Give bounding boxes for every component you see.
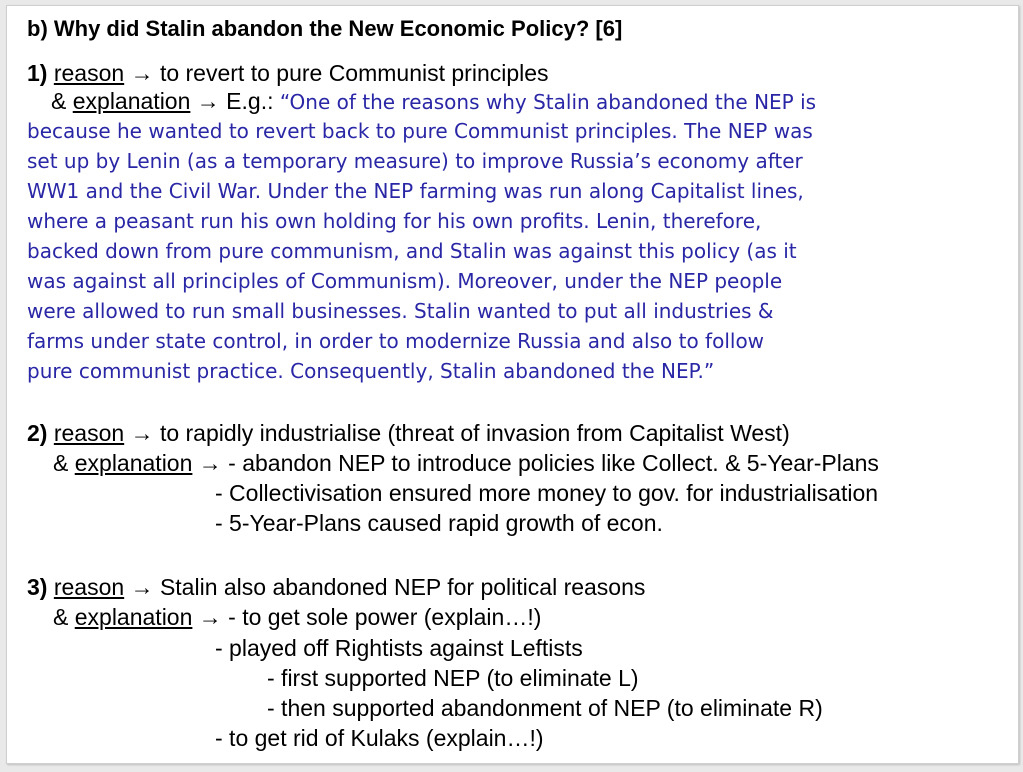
arrow: → xyxy=(130,574,154,600)
section-3-point: - played off Rightists against Leftists xyxy=(215,635,583,661)
arrow: → xyxy=(198,450,222,476)
question-title: b) Why did Stalin abandon the New Economic Policy? [6] xyxy=(27,16,623,41)
section-2-reason-text: to rapidly industrialise (threat of invasion from Capitalist West) xyxy=(153,420,790,446)
arrow: → xyxy=(196,88,220,114)
slide xyxy=(6,5,1019,764)
section-3-point: - to get sole power (explain…!) xyxy=(221,604,542,630)
reason-label: reason xyxy=(53,60,125,86)
section-3-reason-line xyxy=(27,573,645,601)
ampersand: & xyxy=(53,450,69,476)
explanation-label: explanation xyxy=(74,604,193,630)
section-1-number: 1) xyxy=(27,60,48,86)
essay-line: WW1 and the Civil War. Under the NEP farming was run along Capitalist lines, xyxy=(27,179,804,203)
essay-line: was against all principles of Communism). Moreover, under the NEP people xyxy=(27,269,783,293)
section-2-reason-line xyxy=(27,419,790,447)
section-1-reason-line xyxy=(27,59,549,87)
section-3-reason-text: Stalin also abandoned NEP for political reasons xyxy=(153,574,646,600)
reason-label: reason xyxy=(53,574,125,600)
ampersand: & xyxy=(51,88,67,114)
section-3-explanation-line xyxy=(53,603,541,631)
essay-line: because he wanted to revert back to pure Communist principles. The NEP was xyxy=(27,119,813,143)
explanation-label: explanation xyxy=(74,450,193,476)
essay-line: “One of the reasons why Stalin abandoned the NEP is xyxy=(279,90,817,114)
arrow: → xyxy=(130,420,154,446)
explanation-label: explanation xyxy=(72,88,191,114)
essay-line: were allowed to run small businesses. Stalin wanted to put all industries & xyxy=(27,299,774,323)
essay-line: pure communist practice. Consequently, Stalin abandoned the NEP.” xyxy=(27,359,715,383)
section-1-explanation-line xyxy=(51,87,816,117)
ampersand: & xyxy=(53,604,69,630)
section-3-point: - to get rid of Kulaks (explain…!) xyxy=(215,725,544,751)
essay-line: set up by Lenin (as a temporary measure) to improve Russia’s economy after xyxy=(27,149,803,173)
section-3-subpoint: - then supported abandonment of NEP (to eliminate R) xyxy=(267,695,823,721)
section-3-number: 3) xyxy=(27,574,48,600)
section-2-point: - Collectivisation ensured more money to gov. for industrialisation xyxy=(215,480,879,506)
section-2-point: - 5-Year-Plans caused rapid growth of econ. xyxy=(215,510,663,536)
section-1-reason-text: to revert to pure Communist principles xyxy=(153,60,549,86)
section-2-number: 2) xyxy=(27,420,48,446)
essay-line: backed down from pure communism, and Stalin was against this policy (as it xyxy=(27,239,797,263)
essay-line: farms under state control, in order to modernize Russia and also to follow xyxy=(27,329,765,353)
essay-line: where a peasant run his own holding for his own profits. Lenin, therefore, xyxy=(27,209,762,233)
reason-label: reason xyxy=(53,420,125,446)
section-2-explanation-line xyxy=(53,449,879,477)
arrow: → xyxy=(198,604,222,630)
explanation-prefix: E.g.: xyxy=(219,88,280,114)
section-3-subpoint: - first supported NEP (to eliminate L) xyxy=(267,665,639,691)
arrow: → xyxy=(130,60,154,86)
section-2-point: - abandon NEP to introduce policies like Collect. & 5-Year-Plans xyxy=(221,450,879,476)
